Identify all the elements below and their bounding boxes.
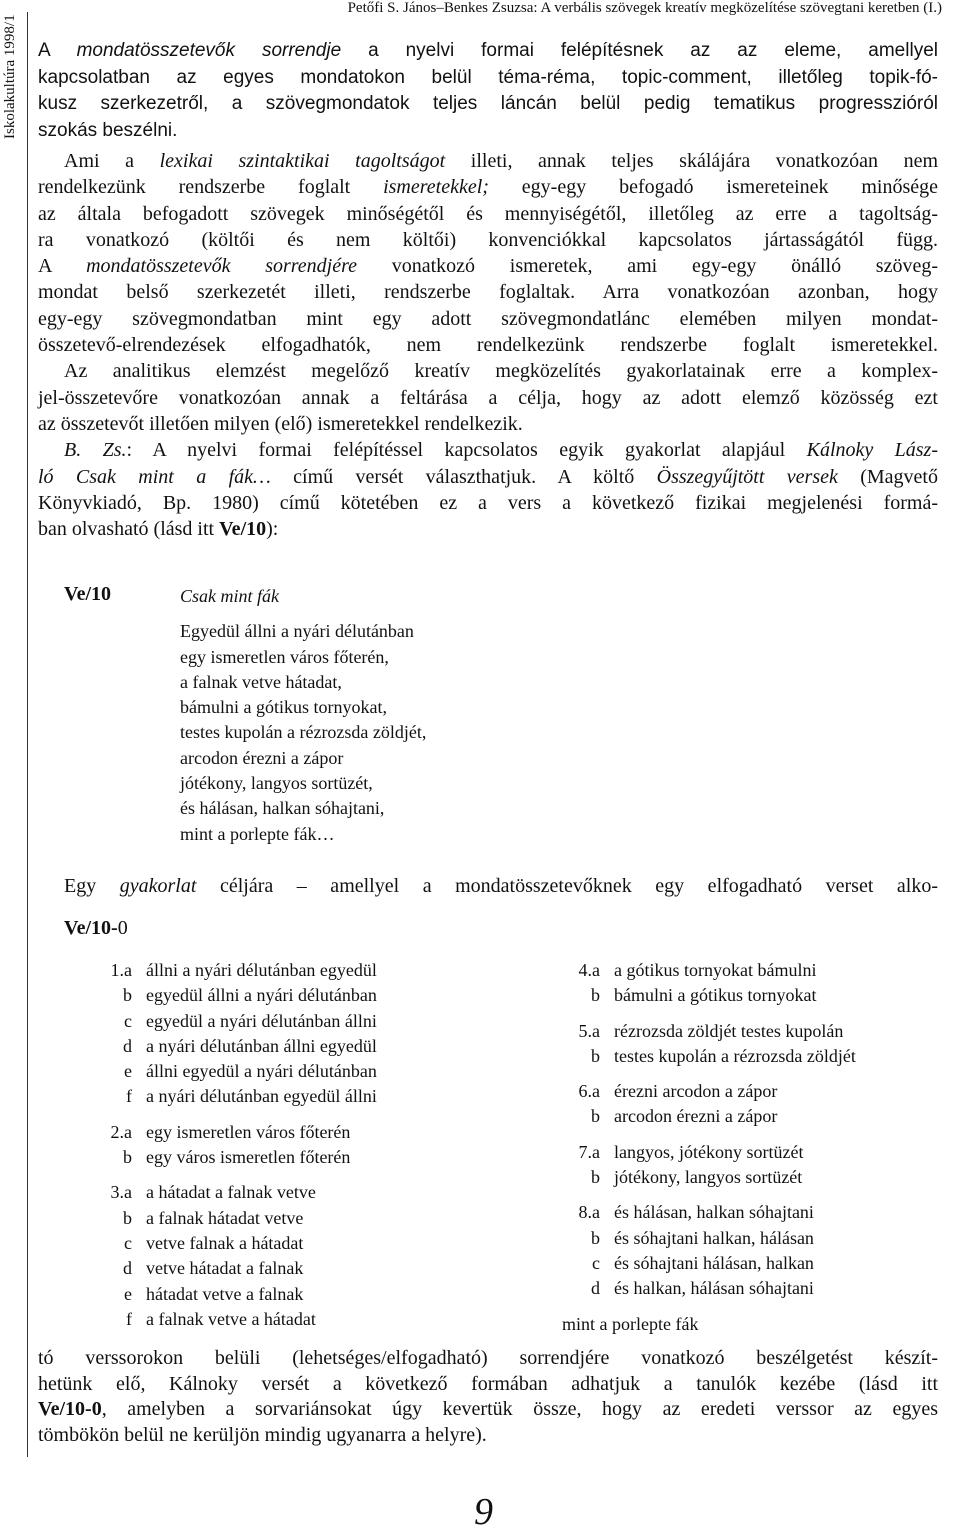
variant-row: 6.a érezni arcodon a zápor	[578, 1081, 778, 1102]
text-line: Ami a lexikai szintaktikai tagoltságot illeti, annak teljes skálájára vonatkozóan nem	[64, 150, 939, 172]
variant-row: b és sóhajtani halkan, hálásan	[591, 1227, 814, 1248]
text-line: hetünk elő, Kálnoky versét a következő formában adhatjuk a tanulók kezébe (lásd itt	[38, 1372, 938, 1395]
variant-row: b jótékony, langyos sortüzét	[591, 1167, 803, 1188]
text-line: A mondatösszetevők sorrendje a nyelvi formai felépítésnek az az eleme, amellyel	[38, 40, 938, 61]
text-line: szokás beszélni.	[38, 119, 178, 141]
text-line: tömbökön belül ne kerüljön mindig ugyanarra a helyre).	[38, 1423, 487, 1446]
poem-line: testes kupolán a rézrozsda zöldjét,	[180, 722, 427, 743]
variant-row: 4.a a gótikus tornyokat bámulni	[578, 960, 817, 980]
variant-row: c és sóhajtani hálásan, halkan	[592, 1252, 814, 1273]
text-line: mondat belső szerkezetét illeti, rendszerbe foglaltak. Arra vonatkozóan azonban, hogy	[38, 281, 938, 304]
variant-row: d a nyári délutánban állni egyedül	[123, 1035, 377, 1056]
text-line: ló Csak mint a fák… című versét választhatjuk. A költő Összegyűjtött versek (Magvető	[38, 465, 938, 488]
text-line: Egy gyakorlat céljára – amellyel a mondatösszetevőknek egy elfogadható verset alko-	[64, 875, 939, 897]
variant-row: b egyedül állni a nyári délutánban	[123, 985, 377, 1006]
text-line: kusz szerkezetről, a szövegmondatok teljes láncán belül pedig tematikus progresszióról	[38, 93, 938, 114]
variant-row: c vetve falnak a hátadat	[124, 1232, 304, 1253]
page-number: 9	[474, 1491, 493, 1533]
exercise-intro	[64, 873, 938, 899]
variants-right-column	[562, 958, 942, 1337]
text-line: jel-összetevőre vonatkozóan annak a feltárása a célja, hogy az adott elemző közösség ezt	[38, 386, 938, 409]
text-line: Ve/10-0, amelyben a sorvariánsokat úgy kevertük össze, hogy az eredeti verssor az egyes	[38, 1398, 938, 1420]
variant-row: 2.a egy ismeretlen város főterén	[110, 1121, 351, 1142]
text-line: ban olvasható (lásd itt Ve/10):	[38, 518, 279, 541]
ve10-0-label: Ve/10-0	[64, 917, 128, 939]
poem-title: Csak mint fák	[180, 586, 279, 606]
variant-row: b a falnak hátadat vetve	[123, 1207, 304, 1228]
variant-row: 8.a és hálásan, halkan sóhajtani	[578, 1202, 814, 1223]
ve10-label: Ve/10	[64, 583, 112, 605]
text-line: az összetevőt illetően milyen (elő) ismeretekkel rendelkezik.	[38, 412, 523, 435]
poem-line: jótékony, langyos sortüzét,	[180, 773, 373, 794]
variant-row: c egyedül a nyári délutánban állni	[124, 1010, 377, 1031]
poem-line: a falnak vetve hátadat,	[180, 671, 342, 692]
text-line: A mondatösszetevők sorrendjére vonatkozó ismeretek, ami egy-egy önálló szöveg-	[38, 255, 938, 278]
intro-paragraph	[38, 38, 938, 144]
poem-line: Egyedül állni a nyári délutánban	[180, 621, 414, 642]
variant-row: b egy város ismeretlen főterén	[123, 1147, 351, 1168]
text-line: Az analitikus elemzést megelőző kreatív megközelítés gyakorlatainak erre a komplex-	[64, 360, 938, 383]
variant-row: e állni egyedül a nyári délutánban	[124, 1061, 377, 1082]
variant-row: 5.a rézrozsda zöldjét testes kupolán	[578, 1020, 844, 1041]
journal-side-label: Iskolakultúra 1998/1	[2, 14, 18, 139]
text-line: egy-egy szövegmondatban mint egy adott szövegmondatlánc elemében milyen mondat-	[38, 307, 938, 330]
side-divider	[27, 12, 28, 1457]
variant-row: b testes kupolán a rézrozsda zöldjét	[591, 1045, 856, 1066]
text-line: B. Zs.: A nyelvi formai felépítéssel kapcsolatos egyik gyakorlat alapjául Kálnoky Lász-	[64, 439, 938, 462]
poem	[180, 584, 426, 847]
text-line: az általa befogadott szövegek minőségétől és mennyiségétől, illetőleg az erre a tagoltság-	[38, 202, 938, 225]
variant-row: f a falnak vetve a hátadat	[126, 1308, 316, 1329]
poem-line: egy ismeretlen város főterén,	[180, 646, 389, 667]
text-line: rendelkezünk rendszerbe foglalt ismeretekkel; egy-egy befogadó ismereteinek minősége	[38, 176, 939, 199]
text-line: Könyvkiadó, Bp. 1980) című kötetében ez a vers a következő fizikai megjelenési formá-	[38, 491, 938, 514]
variant-row: 1.a állni a nyári délutánban egyedül	[110, 960, 377, 980]
text-line: tó verssorokon belüli (lehetséges/elfogadható) sorrendjére vonatkozó beszélgetést készít-	[38, 1347, 938, 1369]
poem-line: és hálásan, halkan sóhajtani,	[180, 798, 385, 819]
closing-line: mint a porlepte fák	[562, 1313, 699, 1334]
variant-row: 7.a langyos, jótékony sortüzét	[578, 1141, 804, 1162]
text-line: ra vonatkozó (költői és nem költői) konvenciókkal kapcsolatos jártasságától függ.	[38, 228, 938, 251]
variant-row: d és halkan, hálásan sóhajtani	[591, 1278, 814, 1299]
variant-row: 3.a a hátadat a falnak vetve	[110, 1182, 316, 1203]
variant-row: e hátadat vetve a falnak	[124, 1283, 304, 1304]
closing-paragraph	[38, 1346, 938, 1448]
poem-line: mint a porlepte fák…	[180, 823, 335, 844]
variant-row: b arcodon érezni a zápor	[591, 1106, 778, 1127]
text-line: kapcsolatban az egyes mondatokon belül téma-réma, topic-comment, illetőleg topik-fó-	[38, 66, 938, 88]
variant-row: d vetve hátadat a falnak	[123, 1258, 304, 1279]
variant-row: b bámulni a gótikus tornyokat	[591, 985, 817, 1006]
variant-row: f a nyári délutánban egyedül állni	[126, 1086, 377, 1107]
body-paragraph	[38, 148, 938, 542]
variants-left-column	[94, 958, 494, 1332]
running-head: Petőfi S. János–Benkes Zsuzsa: A verbális szövegek kreatív megközelítése szövegtani keretben (I.)	[347, 0, 942, 16]
text-line: összetevő-elrendezések elfogadhatók, nem rendelkezünk rendszerbe foglalt ismeretekkel.	[38, 334, 938, 357]
poem-line: arcodon érezni a zápor	[180, 747, 344, 768]
poem-line: bámulni a gótikus tornyokat,	[180, 697, 387, 718]
